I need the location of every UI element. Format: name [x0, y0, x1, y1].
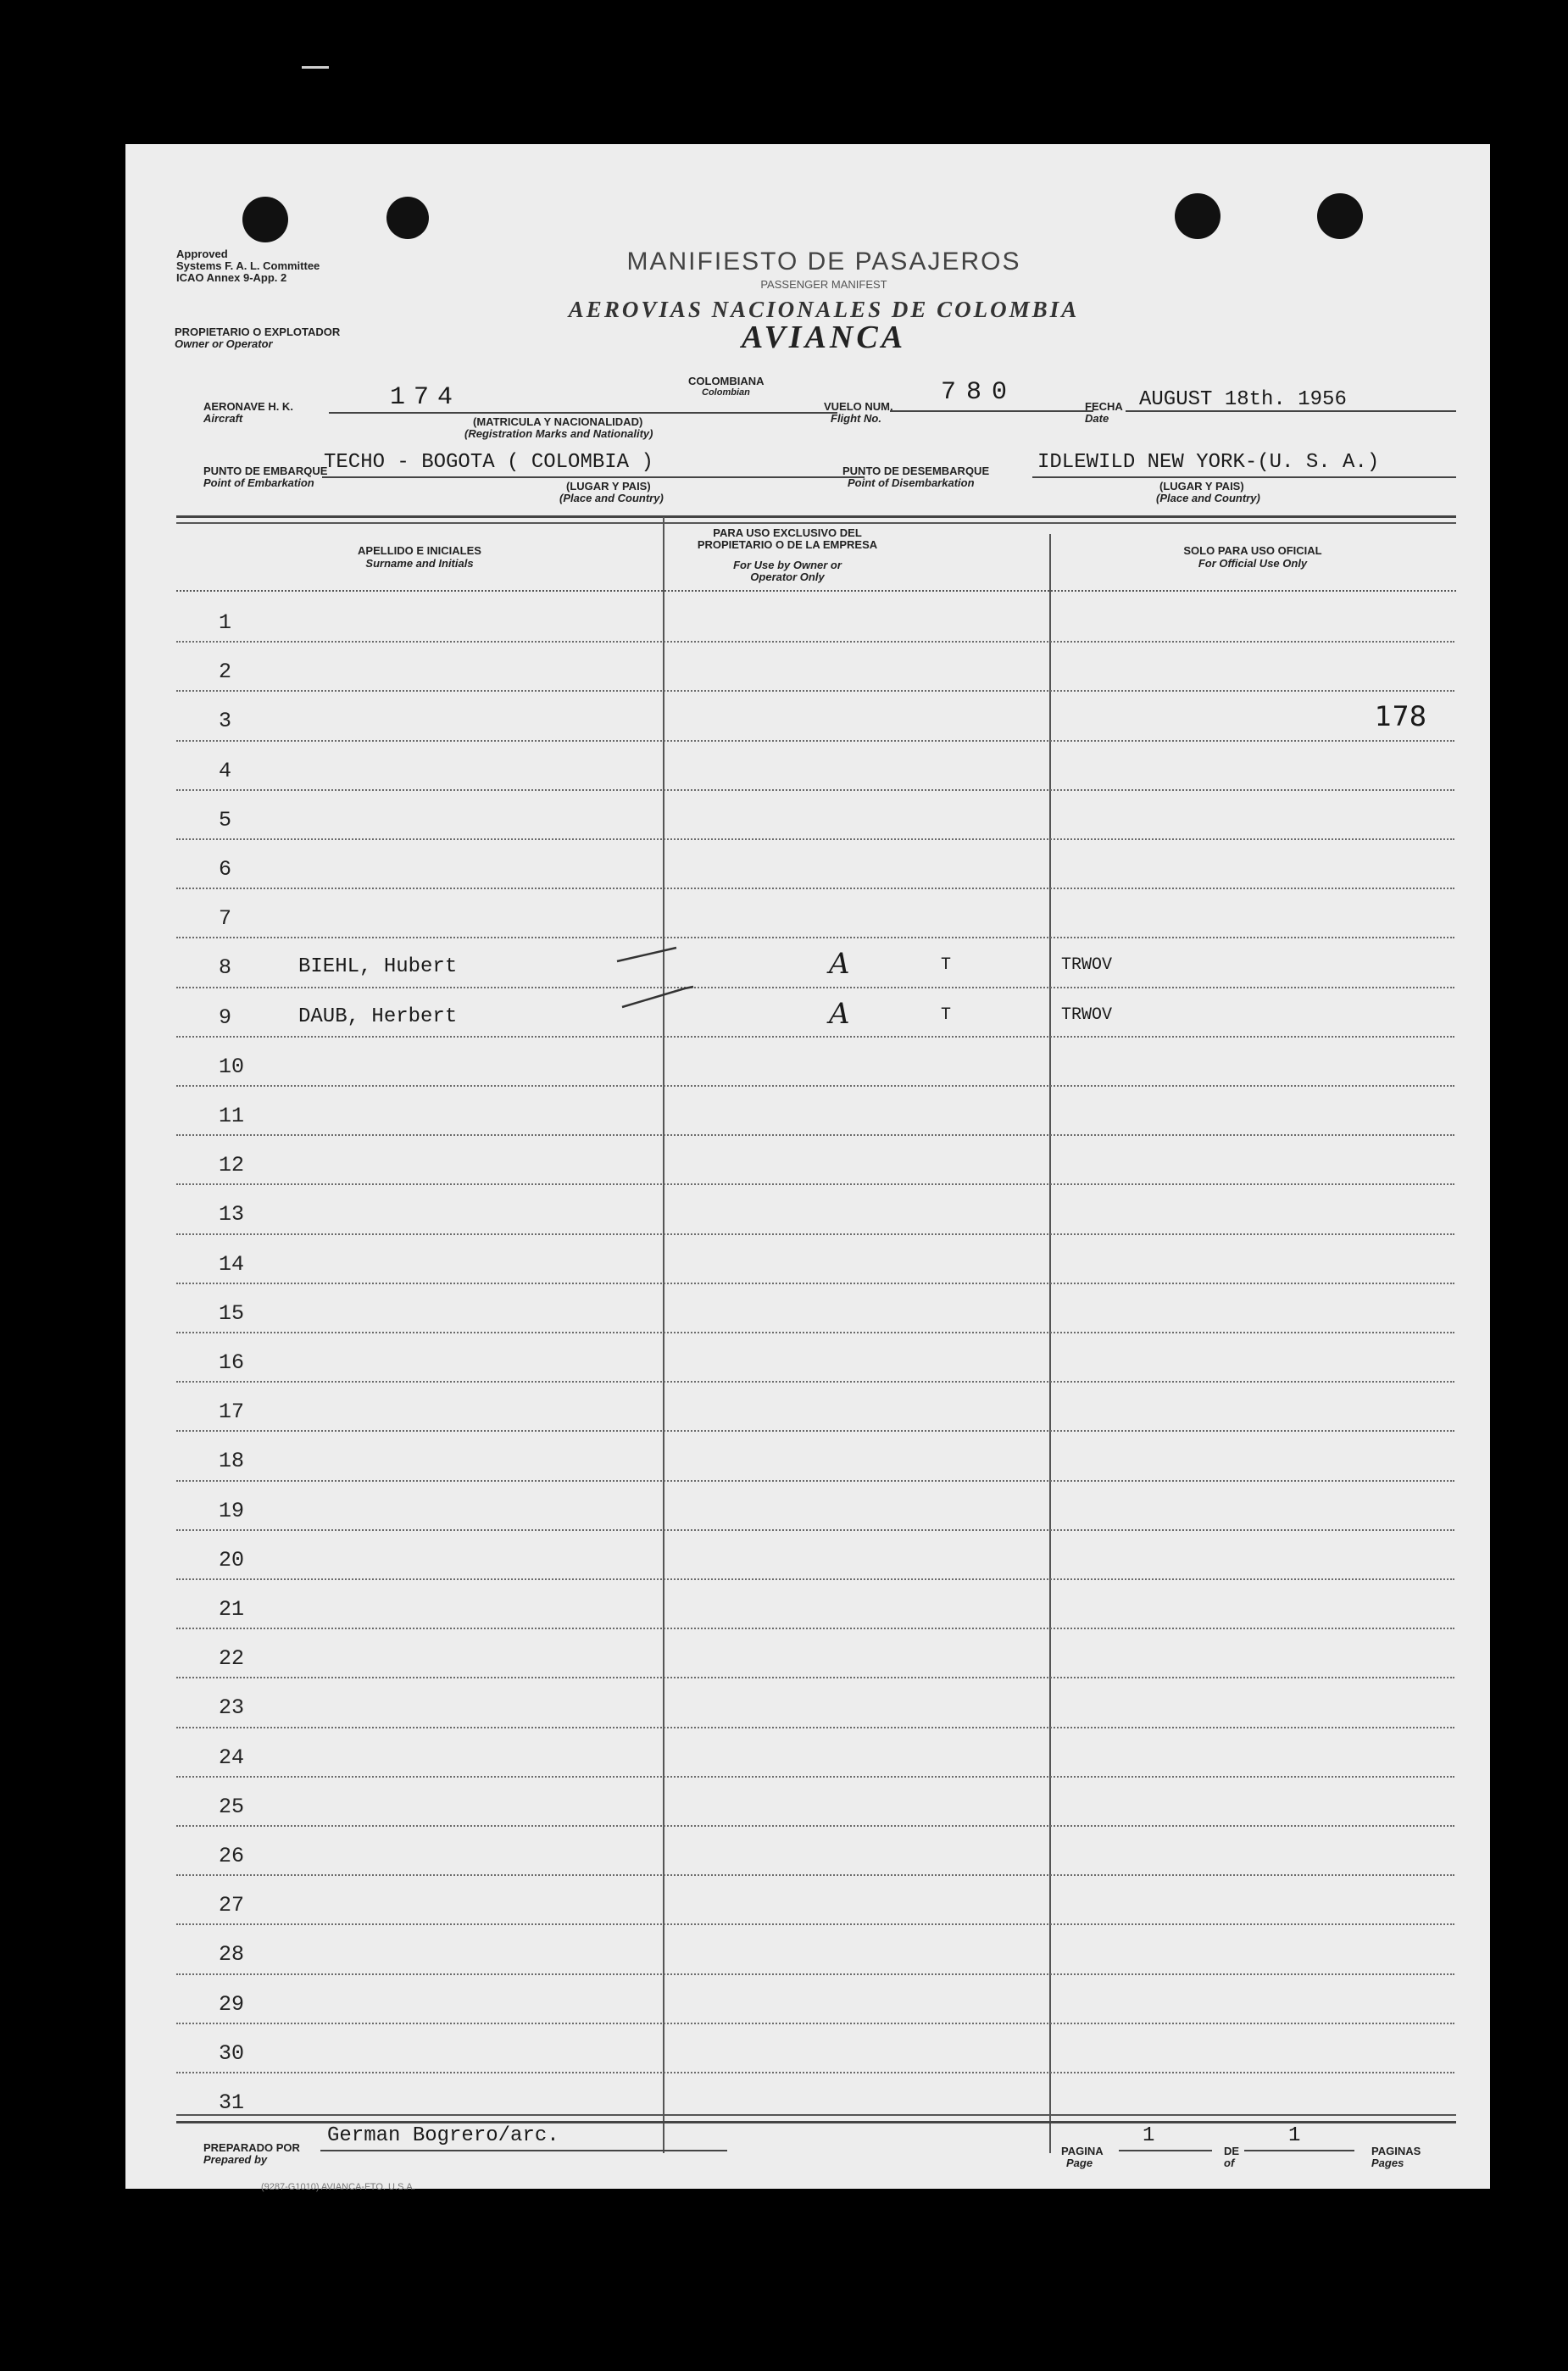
row-number: 14 — [219, 1251, 245, 1277]
row-rule — [176, 1874, 1454, 1876]
row-number: 16 — [219, 1350, 245, 1375]
disembark-label: PUNTO DE DESEMBARQUE — [842, 465, 990, 477]
row-number: 3 — [219, 709, 232, 734]
print-code: (9287-G1010) AVIANCA-FTO. U.S.A. — [261, 2182, 415, 2192]
punch-hole — [1175, 193, 1220, 239]
page-underline — [1119, 2150, 1212, 2151]
column-divider — [1049, 534, 1051, 2153]
approved-line: Systems F. A. L. Committee — [176, 259, 320, 272]
row-number: 7 — [219, 906, 232, 932]
disembark-value: IDLEWILD NEW YORK-(U. S. A.) — [1037, 451, 1380, 474]
approved-line: Approved — [176, 248, 228, 260]
row-rule — [176, 2023, 1454, 2024]
row-number: 18 — [219, 1449, 245, 1474]
airline-name: AEROVIAS NACIONALES DE COLOMBIA — [568, 297, 1080, 322]
row-number: 27 — [219, 1893, 245, 1918]
manifest-sheet — [125, 144, 1490, 2192]
header-rule — [176, 590, 1456, 592]
flight-value: 780 — [941, 378, 1018, 407]
embark-label: PUNTO DE EMBARQUE — [203, 465, 328, 477]
punch-hole — [386, 197, 429, 239]
row-number: 26 — [219, 1844, 245, 1868]
owner-mark: A — [829, 947, 850, 982]
aircraft-underline — [329, 412, 837, 414]
date-underline — [1126, 410, 1456, 412]
row-number: 29 — [219, 1991, 245, 2017]
flight-label: VUELO NUM. — [824, 400, 893, 413]
embark-underline — [322, 476, 865, 478]
punch-hole — [242, 197, 288, 242]
row-rule — [176, 1923, 1454, 1925]
row-number: 13 — [219, 1202, 245, 1227]
of-label: DE — [1224, 2145, 1240, 2157]
table-bottom-rule — [176, 2114, 1456, 2116]
row-number: 6 — [219, 857, 232, 882]
embark-sub: (LUGAR Y PAIS) — [566, 480, 651, 493]
row-number: 28 — [219, 1942, 245, 1967]
page-label-en: Page — [1066, 2157, 1093, 2169]
row-rule — [176, 1480, 1454, 1482]
row-number: 11 — [219, 1104, 245, 1128]
row-number: 22 — [219, 1646, 245, 1672]
approved-line: ICAO Annex 9-App. 2 — [176, 271, 287, 284]
nationality-top-en: Colombian — [702, 387, 750, 398]
row-rule — [176, 1036, 1454, 1038]
table-top-rule — [176, 522, 1456, 524]
row-number: 8 — [219, 955, 232, 981]
aircraft-label-en: Aircraft — [203, 412, 243, 425]
row-number: 2 — [219, 660, 232, 685]
date-label-en: Date — [1085, 412, 1109, 425]
official-note: 178 — [1375, 700, 1427, 733]
row-rule — [176, 641, 1454, 643]
col-owner-header: PARA USO EXCLUSIVO DEL PROPIETARIO O DE LA EMPRESA — [697, 526, 878, 551]
pages-label-en: Pages — [1371, 2157, 1404, 2169]
row-rule — [176, 937, 1454, 938]
row-number: 17 — [219, 1400, 245, 1425]
col-name-header: APELLIDO E INICIALES — [358, 544, 481, 557]
aircraft-label: AERONAVE H. K. — [203, 400, 293, 413]
row-rule — [176, 1973, 1454, 1975]
punch-hole — [1317, 193, 1363, 239]
row-number: 25 — [219, 1794, 245, 1819]
row-rule — [176, 1283, 1454, 1284]
row-number: 20 — [219, 1547, 245, 1572]
embark-sub-en: (Place and Country) — [559, 492, 664, 504]
row-number: 12 — [219, 1153, 245, 1178]
row-rule — [176, 1381, 1454, 1383]
row-rule — [176, 789, 1454, 791]
embark-label-en: Point of Embarkation — [203, 476, 314, 489]
prepared-label-en: Prepared by — [203, 2153, 268, 2166]
row-number: 1 — [219, 610, 232, 635]
flight-label-en: Flight No. — [831, 412, 881, 425]
owner-label: PROPIETARIO O EXPLOTADOR — [175, 326, 341, 338]
table-top-rule — [176, 515, 1456, 518]
owner-code: T — [941, 955, 952, 976]
col-owner-header-en: For Use by Owner or Operator Only — [733, 559, 842, 583]
row-rule — [176, 1332, 1454, 1333]
pages-label: PAGINAS — [1371, 2145, 1421, 2157]
row-rule — [176, 838, 1454, 840]
disembark-underline — [1032, 476, 1456, 478]
owner-label-en: Owner or Operator — [175, 337, 273, 350]
official-note: TRWOV — [1061, 955, 1113, 976]
passenger-name: BIEHL, Hubert — [298, 955, 458, 979]
handwritten-marks — [617, 941, 837, 1034]
column-divider — [663, 517, 664, 2153]
col-official-header: SOLO PARA USO OFICIAL — [1183, 544, 1322, 557]
owner-code: T — [941, 1005, 952, 1025]
row-number: 30 — [219, 2040, 245, 2066]
form-title-en: PASSENGER MANIFEST — [760, 278, 887, 291]
row-rule — [176, 1677, 1454, 1678]
airline-short: AVIANCA — [741, 320, 907, 355]
row-rule — [176, 2072, 1454, 2073]
row-rule — [176, 1727, 1454, 1728]
row-rule — [176, 1628, 1454, 1629]
owner-mark: A — [829, 996, 850, 1031]
aircraft-sub: (MATRICULA Y NACIONALIDAD) — [473, 415, 643, 428]
row-rule — [176, 1430, 1454, 1432]
form-title: MANIFIESTO DE PASAJEROS — [626, 248, 1021, 276]
row-number: 19 — [219, 1498, 245, 1523]
passenger-name: DAUB, Herbert — [298, 1005, 458, 1028]
row-number: 5 — [219, 807, 232, 832]
total-pages-value: 1 — [1288, 2124, 1301, 2147]
row-number: 10 — [219, 1054, 245, 1079]
row-rule — [176, 1578, 1454, 1580]
aircraft-value: 174 — [390, 383, 462, 412]
row-number: 15 — [219, 1300, 245, 1326]
row-rule — [176, 740, 1454, 742]
official-note: TRWOV — [1061, 1005, 1113, 1025]
of-label-en: of — [1224, 2157, 1235, 2169]
flight-underline — [890, 410, 1093, 412]
col-official-header-en: For Official Use Only — [1198, 557, 1308, 570]
prepared-value: German Bogrero/arc. — [327, 2124, 559, 2147]
row-rule — [176, 1776, 1454, 1778]
date-label: FECHA — [1085, 400, 1123, 413]
disembark-sub-en: (Place and Country) — [1156, 492, 1260, 504]
col-name-header-en: Surname and Initials — [365, 557, 474, 570]
table-bottom-rule — [176, 2121, 1456, 2123]
row-number: 24 — [219, 1745, 245, 1770]
row-rule — [176, 1134, 1454, 1136]
row-rule — [176, 1233, 1454, 1235]
row-number: 23 — [219, 1695, 245, 1721]
row-rule — [176, 690, 1454, 692]
aircraft-sub-en: (Registration Marks and Nationality) — [464, 427, 653, 440]
row-number: 21 — [219, 1597, 245, 1622]
row-number: 4 — [219, 758, 232, 783]
row-rule — [176, 1085, 1454, 1087]
disembark-label-en: Point of Disembarkation — [848, 476, 975, 489]
date-value: AUGUST 18th. 1956 — [1139, 388, 1347, 411]
row-number: 31 — [219, 2090, 245, 2115]
page-value: 1 — [1143, 2124, 1155, 2147]
row-rule — [176, 888, 1454, 889]
page-label: PAGINA — [1061, 2145, 1104, 2157]
row-number: 9 — [219, 1005, 232, 1030]
row-rule — [176, 1183, 1454, 1185]
row-rule — [176, 1825, 1454, 1827]
prepared-label: PREPARADO POR — [203, 2141, 300, 2154]
nationality-top: COLOMBIANA — [688, 375, 765, 387]
disembark-sub: (LUGAR Y PAIS) — [1159, 480, 1244, 493]
embark-value: TECHO - BOGOTA ( COLOMBIA ) — [324, 451, 653, 474]
total-underline — [1244, 2150, 1354, 2151]
row-rule — [176, 1529, 1454, 1531]
prepared-underline — [320, 2150, 727, 2151]
film-mark — [302, 66, 329, 69]
